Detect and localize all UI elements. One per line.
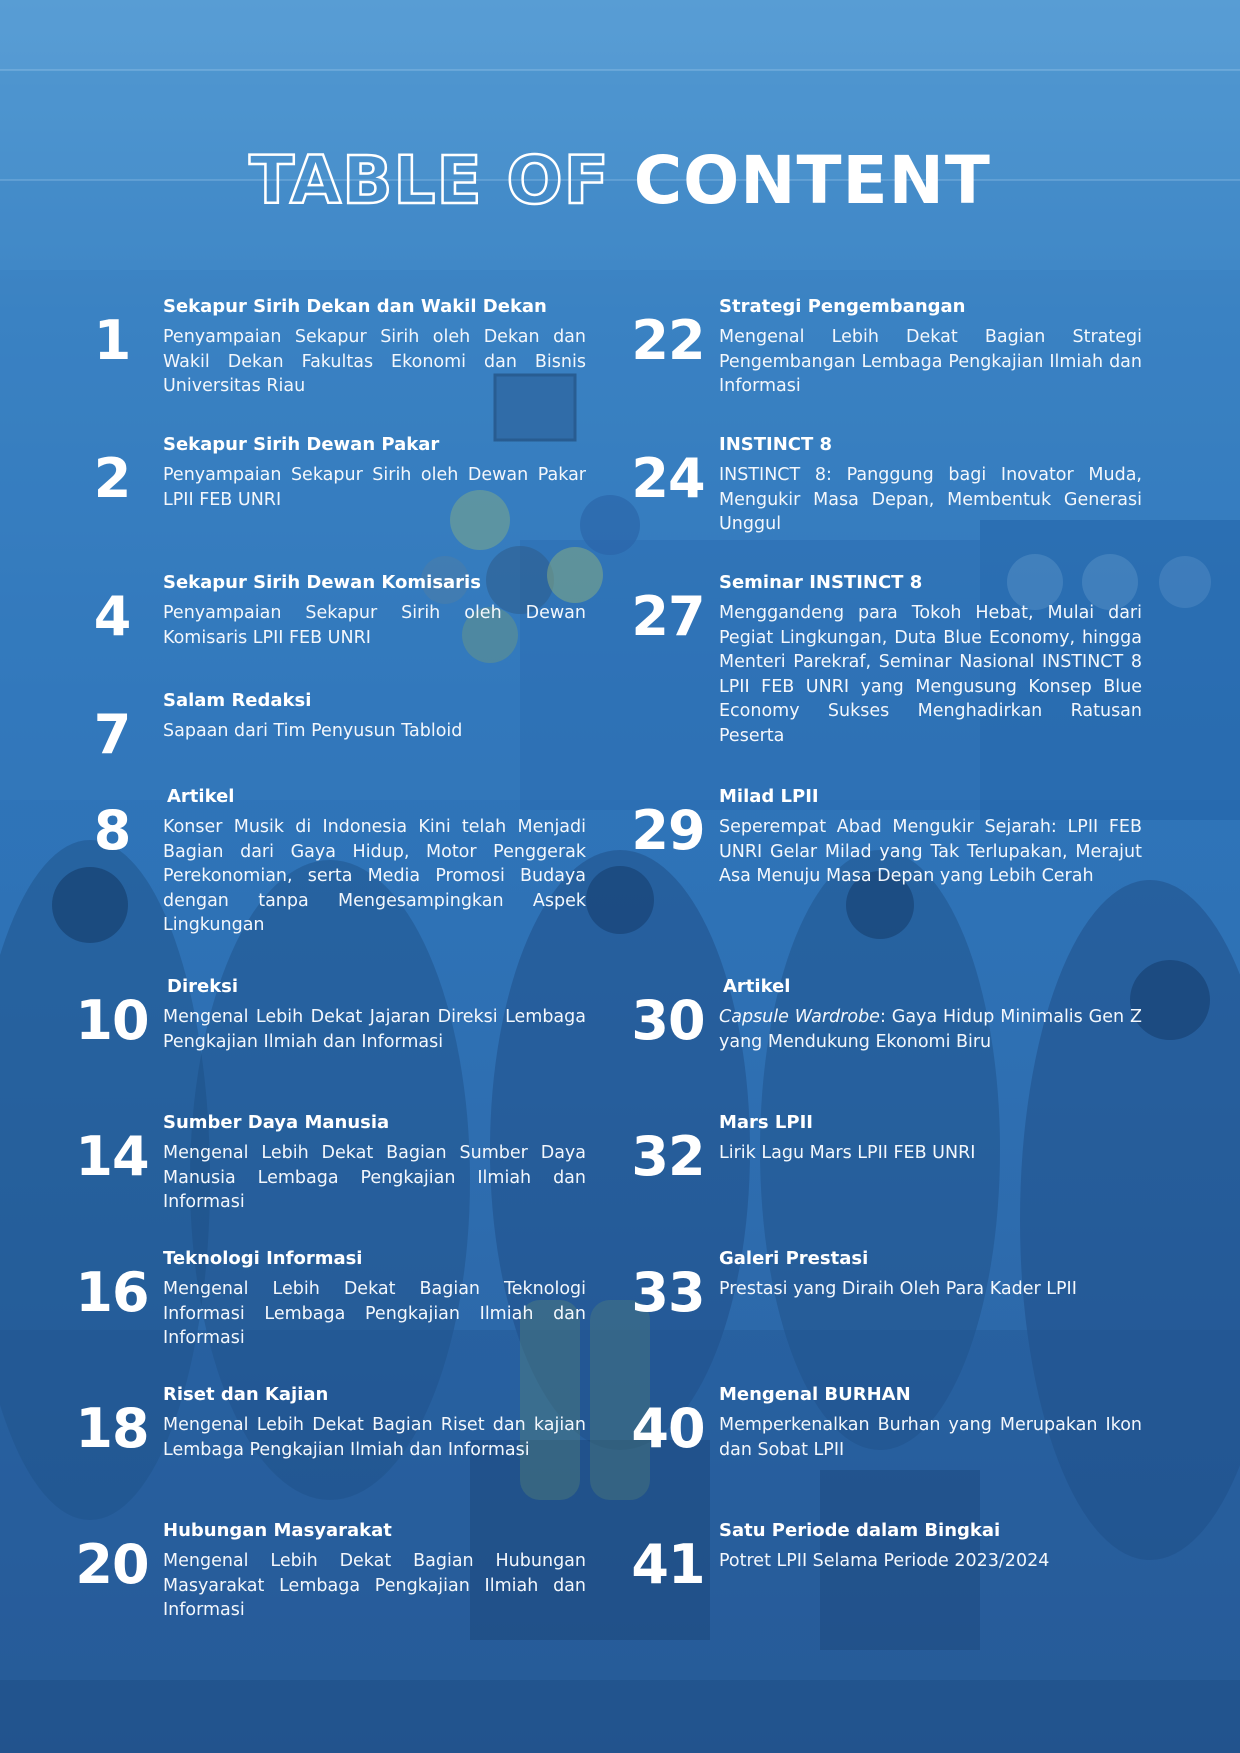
page-number: 24 (631, 447, 705, 510)
entry-description: Konser Musik di Indonesia Kini telah Menjadi Bagian dari Gaya Hidup, Motor Penggerak Perekonomian, serta Media Promosi Budaya dengan tanpa Mengesampingkan Aspek Lingkungan (163, 817, 586, 935)
page-number: 29 (631, 799, 705, 862)
page-number: 1 (93, 309, 131, 372)
entry-description: Memperkenalkan Burhan yang Merupakan Ikon dan Sobat LPII (719, 1415, 1142, 1460)
entry-description-italic: Capsule Wardrobe (719, 1007, 880, 1027)
page-number: 2 (93, 447, 131, 510)
entry-heading: Satu Periode dalam Bingkai (719, 1520, 1001, 1541)
entry-heading: Seminar INSTINCT 8 (719, 572, 923, 593)
entry-description: Sapaan dari Tim Penyusun Tabloid (163, 721, 463, 741)
entry-description: INSTINCT 8: Panggung bagi Inovator Muda, Mengukir Masa Depan, Membentuk Generasi Unggul (719, 465, 1142, 534)
entry-heading: Milad LPII (719, 786, 819, 807)
entry-description: Mengenal Lebih Dekat Bagian Teknologi Informasi Lembaga Pengkajian Ilmiah dan Informasi (163, 1279, 586, 1348)
entry-description: Menggandeng para Tokoh Hebat, Mulai dari Pegiat Lingkungan, Duta Blue Economy, hingga Menteri Parekraf, Seminar Nasional INSTINCT 8 LPII FEB UNRI yang Mengusung Konsep Blue Economy Sukses Menghadirkan Ratusan Peserta (719, 603, 1142, 746)
title-outline-text: TABLE OF (249, 142, 610, 219)
entry-heading: Artikel (167, 786, 235, 807)
title-solid-text: CONTENT (633, 142, 991, 219)
page-number: 30 (631, 989, 705, 1052)
page-number: 16 (75, 1261, 149, 1324)
entry-description: Lirik Lagu Mars LPII FEB UNRI (719, 1143, 976, 1163)
page-number: 10 (75, 989, 149, 1052)
entry-description: Potret LPII Selama Periode 2023/2024 (719, 1551, 1050, 1571)
entry-description: Mengenal Lebih Dekat Bagian Sumber Daya Manusia Lembaga Pengkajian Ilmiah dan Informasi (163, 1143, 586, 1212)
entry-description: Penyampaian Sekapur Sirih oleh Dewan Pakar LPII FEB UNRI (163, 465, 586, 510)
entry-description: Seperempat Abad Mengukir Sejarah: LPII FEB UNRI Gelar Milad yang Tak Terlupakan, Merajut Asa Menuju Masa Depan yang Lebih Cerah (719, 817, 1142, 886)
page-number: 4 (93, 585, 131, 648)
page-number: 14 (75, 1125, 149, 1188)
entry-heading: Direksi (167, 976, 239, 997)
entry-heading: Sekapur Sirih Dekan dan Wakil Dekan (163, 296, 547, 317)
entry-heading: Salam Redaksi (163, 690, 312, 711)
entry-description: Mengenal Lebih Dekat Bagian Riset dan kajian Lembaga Pengkajian Ilmiah dan Informasi (163, 1415, 586, 1460)
page-number: 18 (75, 1397, 149, 1460)
page-number: 22 (631, 309, 705, 372)
entry-description: Prestasi yang Diraih Oleh Para Kader LPII (719, 1279, 1077, 1299)
entry-heading: Mars LPII (719, 1112, 813, 1133)
page-number: 40 (631, 1397, 705, 1460)
entry-heading: Riset dan Kajian (163, 1384, 329, 1405)
entry-heading: Strategi Pengembangan (719, 296, 966, 317)
entry-heading: Hubungan Masyarakat (163, 1520, 392, 1541)
entry-heading: Sekapur Sirih Dewan Komisaris (163, 572, 481, 593)
entry-heading: Sekapur Sirih Dewan Pakar (163, 434, 440, 455)
page-number: 41 (631, 1533, 705, 1596)
page-number: 7 (93, 703, 131, 766)
entry-heading: Artikel (723, 976, 791, 997)
page-number: 32 (631, 1125, 705, 1188)
entry-description: Penyampaian Sekapur Sirih oleh Dewan Komisaris LPII FEB UNRI (163, 603, 586, 648)
entry-heading: Teknologi Informasi (163, 1248, 363, 1269)
entry-description: Mengenal Lebih Dekat Jajaran Direksi Lembaga Pengkajian Ilmiah dan Informasi (163, 1007, 586, 1052)
page-title (0, 142, 1240, 219)
entry-description (719, 1005, 1142, 1054)
entry-description-rest: : Gaya Hidup Minimalis Gen Z yang Mendukung Ekonomi Biru (719, 1007, 1142, 1052)
entry-heading: INSTINCT 8 (719, 434, 833, 455)
page-number: 33 (631, 1261, 705, 1324)
page-number: 8 (93, 799, 131, 862)
entry-description: Mengenal Lebih Dekat Bagian Strategi Pengembangan Lembaga Pengkajian Ilmiah dan Informasi (719, 327, 1142, 396)
entry-description: Penyampaian Sekapur Sirih oleh Dekan dan Wakil Dekan Fakultas Ekonomi dan Bisnis Universitas Riau (163, 327, 586, 396)
entry-description: Mengenal Lebih Dekat Bagian Hubungan Masyarakat Lembaga Pengkajian Ilmiah dan Informasi (163, 1551, 586, 1620)
page-number: 20 (75, 1533, 149, 1596)
entry-heading: Galeri Prestasi (719, 1248, 869, 1269)
page-number: 27 (631, 585, 705, 648)
entry-heading: Sumber Daya Manusia (163, 1112, 390, 1133)
entry-heading: Mengenal BURHAN (719, 1384, 911, 1405)
